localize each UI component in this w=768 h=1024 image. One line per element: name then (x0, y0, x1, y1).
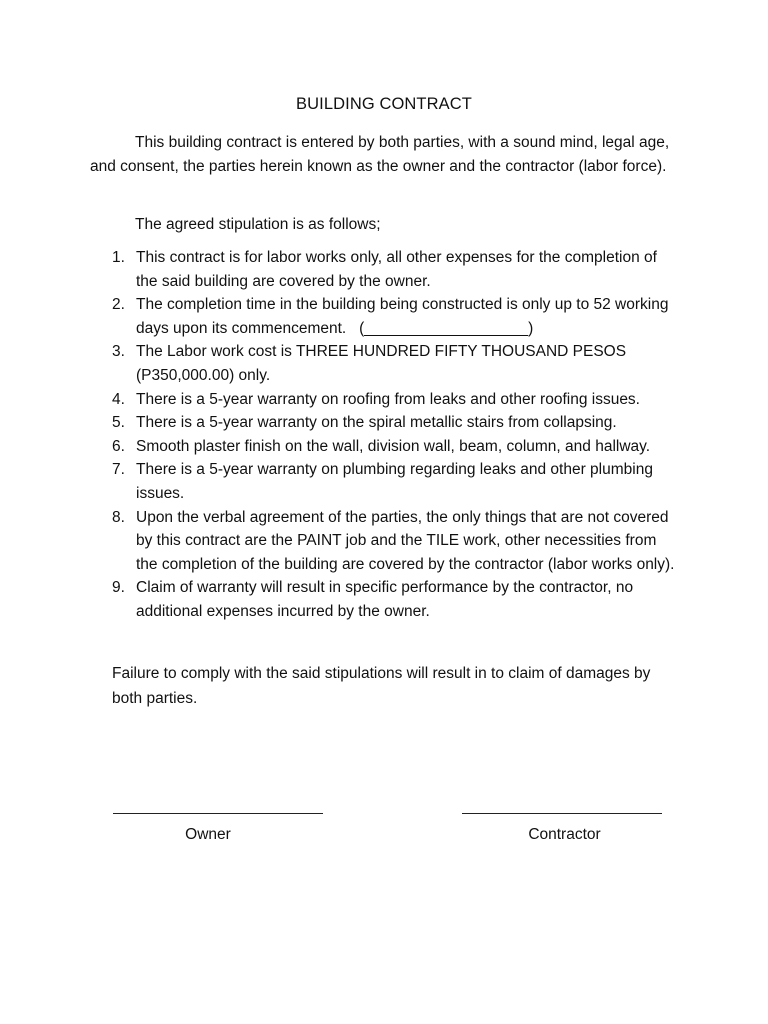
list-item (0, 411, 681, 435)
contractor-signature-line (462, 795, 662, 814)
closing-paragraph: Failure to comply with the said stipulations will result in to claim of damages by both parties. (112, 665, 651, 707)
list-item (0, 435, 681, 459)
list-item (0, 506, 681, 577)
list-item-text: The completion time in the building being constructed is only up to 52 working days upon its commencement. (___________________) (136, 296, 673, 337)
contractor-label: Contractor (528, 826, 601, 843)
document-title: BUILDING CONTRACT (296, 95, 472, 113)
list-item-number: 2. (112, 296, 125, 314)
list-item (0, 293, 681, 340)
list-item-number: 5. (112, 414, 125, 432)
list-item (0, 458, 681, 505)
list-item-number: 9. (112, 579, 125, 597)
owner-signature-line (113, 795, 323, 814)
list-item-number: 7. (112, 461, 125, 479)
list-item-text: Upon the verbal agreement of the parties, the only things that are not covered by this contract are the PAINT job and the TILE work, other necessities from the completion of the building are covered by the contractor (labor works only). (136, 508, 675, 573)
list-item-text: This contract is for labor works only, all other expenses for the completion of the said building are covered by the owner. (136, 249, 657, 290)
list-item-text: There is a 5-year warranty on plumbing regarding leaks and other plumbing issues. (136, 461, 653, 502)
list-item-text: Smooth plaster finish on the wall, division wall, beam, column, and hallway. (136, 437, 651, 455)
stipulation-list (0, 246, 768, 624)
list-item-number: 3. (112, 343, 125, 361)
intro-paragraph: This building contract is entered by both parties, with a sound mind, legal age, and consent, the parties herein known as the owner and the contractor (labor force). (90, 134, 670, 175)
list-item (0, 246, 681, 293)
list-item-text: The Labor work cost is THREE HUNDRED FIFTY THOUSAND PESOS (P350,000.00) only. (136, 343, 627, 384)
stipulation-heading: The agreed stipulation is as follows; (135, 216, 381, 233)
owner-label: Owner (185, 826, 231, 843)
list-item-number: 6. (112, 437, 125, 455)
list-item-number: 4. (112, 390, 125, 408)
list-item-number: 1. (112, 249, 125, 266)
list-item-text: There is a 5-year warranty on the spiral metallic stairs from collapsing. (136, 414, 617, 432)
list-item (0, 340, 681, 387)
list-item-number: 8. (112, 508, 125, 526)
list-item-text: Claim of warranty will result in specific performance by the contractor, no additional expenses incurred by the owner. (136, 579, 634, 620)
list-item (0, 576, 681, 623)
list-item-text: There is a 5-year warranty on roofing from leaks and other roofing issues. (136, 390, 640, 408)
list-item (0, 388, 681, 412)
